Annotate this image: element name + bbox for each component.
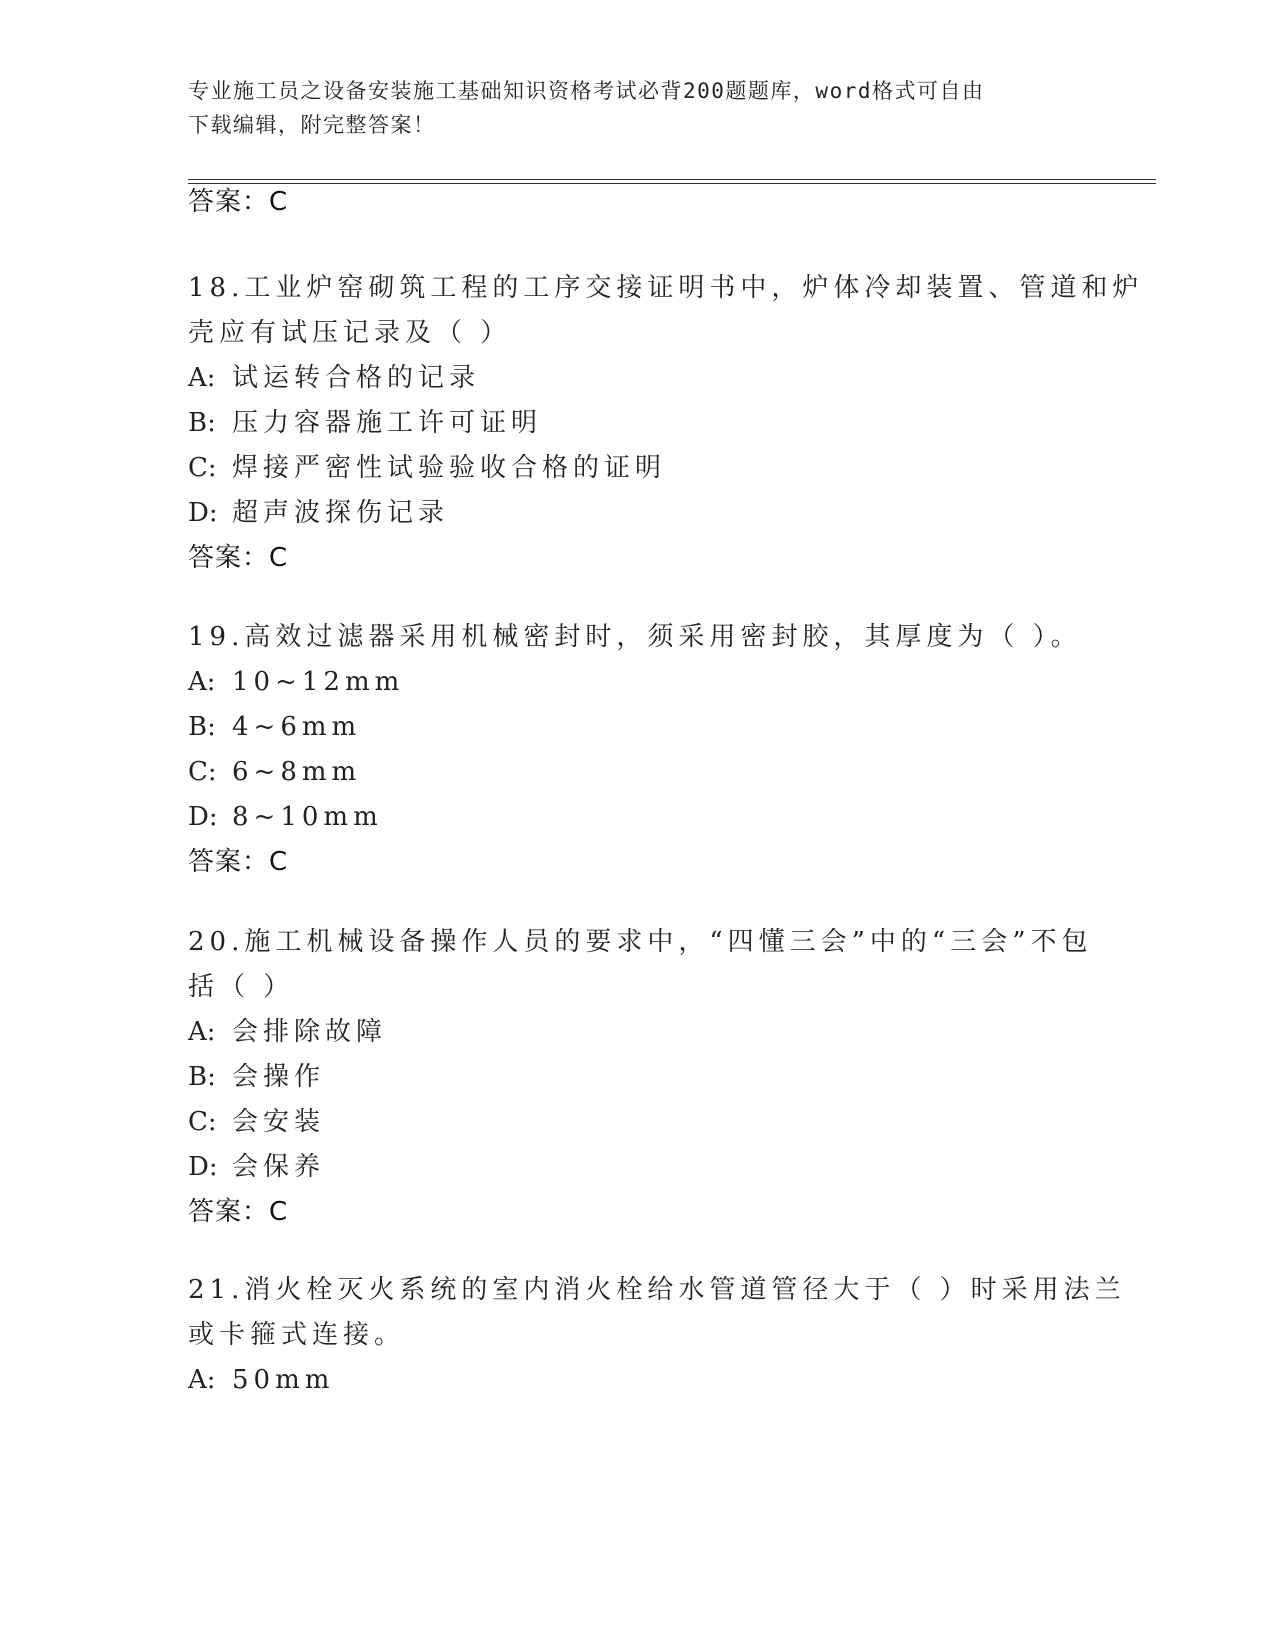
option-label: B:: [188, 408, 216, 438]
header-line-2: 下载编辑，附完整答案！: [188, 113, 436, 137]
option-label: C:: [188, 757, 217, 787]
option-label: A:: [188, 363, 216, 393]
option-text: 会安装: [232, 1107, 326, 1137]
header-line-1: 专业施工员之设备安装施工基础知识资格考试必背200题题库，word格式可自由: [188, 79, 985, 103]
answer-value: C: [269, 543, 289, 573]
answer-line: [188, 840, 1088, 885]
option-text: 6~8mm: [232, 757, 362, 787]
document-header: [188, 74, 1068, 142]
option-text: 10~12mm: [232, 667, 405, 697]
option-c: [188, 446, 1088, 491]
option-text: 会排除故障: [232, 1017, 388, 1047]
question-stem-line: 21.消火栓灭火系统的室内消火栓给水管道管径大于（ ）时采用法兰: [188, 1275, 1126, 1305]
option-label: B:: [188, 1062, 216, 1092]
option-a: [188, 660, 1088, 705]
question-18: [188, 266, 1144, 581]
answer-prefix: 答案：: [188, 847, 270, 877]
question-stem-line: 20.施工机械设备操作人员的要求中，“四懂三会”中的“三会”不包: [188, 927, 1093, 957]
option-b: [188, 1055, 1088, 1100]
answer-prefix: 答案：: [188, 543, 270, 573]
option-a: [188, 356, 1088, 401]
option-d: [188, 491, 1088, 536]
question-stem-line: 或卡箍式连接。: [188, 1320, 406, 1350]
option-label: A:: [188, 1017, 216, 1047]
question-stem-line: 壳应有试压记录及（ ）: [188, 318, 512, 348]
option-label: B:: [188, 712, 216, 742]
option-text: 超声波探伤记录: [232, 498, 450, 528]
question-stem-line: 括（ ）: [188, 972, 295, 1002]
question-19: [188, 615, 1088, 885]
answer-line: [188, 1190, 1088, 1235]
question-20: [188, 920, 1093, 1235]
option-label: D:: [188, 802, 218, 832]
option-c: [188, 750, 1088, 795]
answer-value: C: [269, 1197, 289, 1227]
answer-prefix: 答案：: [188, 187, 270, 217]
answer-line: [188, 180, 1088, 225]
option-text: 会保养: [232, 1152, 326, 1182]
option-b: [188, 705, 1088, 750]
option-d: [188, 1145, 1088, 1190]
answer-line: [188, 536, 1088, 581]
option-label: C:: [188, 1107, 217, 1137]
option-text: 4~6mm: [232, 712, 362, 742]
option-label: A:: [188, 667, 216, 697]
option-a: [188, 1358, 1088, 1403]
option-text: 压力容器施工许可证明: [232, 408, 543, 438]
option-text: 焊接严密性试验验收合格的证明: [232, 453, 667, 483]
answer-value: C: [269, 847, 289, 877]
option-text: 50mm: [232, 1365, 335, 1395]
question-stem-line: 18.工业炉窑砌筑工程的工序交接证明书中，炉体冷却装置、管道和炉: [188, 273, 1144, 303]
answer-prefix: 答案：: [188, 1197, 270, 1227]
previous-answer: [188, 180, 1088, 225]
option-b: [188, 401, 1088, 446]
option-text: 试运转合格的记录: [232, 363, 481, 393]
option-label: A:: [188, 1365, 216, 1395]
option-label: D:: [188, 1152, 218, 1182]
option-a: [188, 1010, 1088, 1055]
option-c: [188, 1100, 1088, 1145]
option-label: C:: [188, 453, 217, 483]
answer-value: C: [269, 187, 289, 217]
option-text: 8~10mm: [232, 802, 383, 832]
option-d: [188, 795, 1088, 840]
question-21: [188, 1268, 1126, 1403]
option-text: 会操作: [232, 1062, 326, 1092]
question-stem-line: 19.高效过滤器采用机械密封时，须采用密封胶，其厚度为（ ）。: [188, 622, 1082, 652]
option-label: D:: [188, 498, 218, 528]
